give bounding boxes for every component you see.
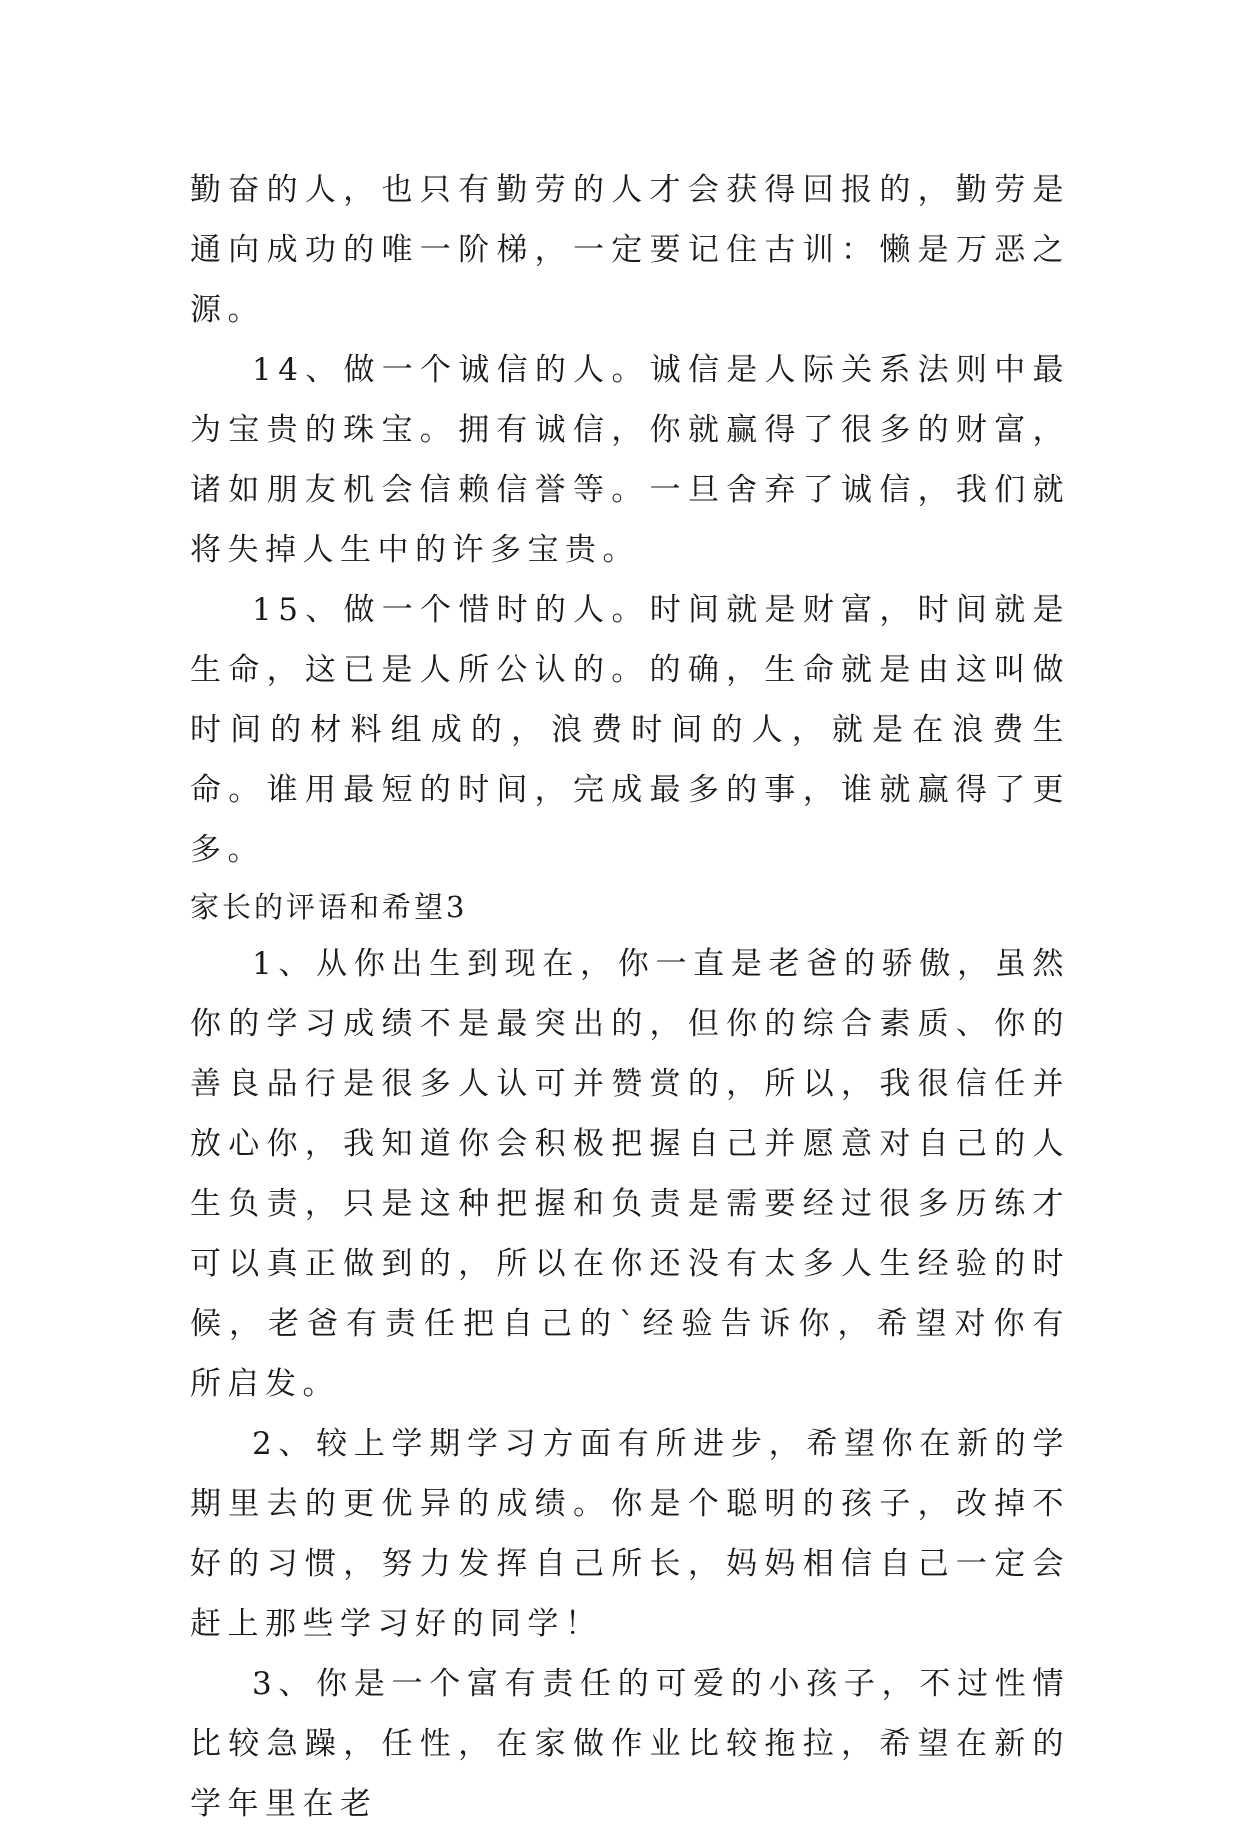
paragraph-2-progress: 2、较上学期学习方面有所进步，希望你在新的学期里去的更优异的成绩。你是个聪明的孩子，改掉不好的习惯，努力发挥自己所长，妈妈相信自己一定会赶上那些学习好的同学！ [190,1426,1070,1642]
document-body [190,160,1070,1834]
paragraph-15-time: 15、做一个惜时的人。时间就是财富，时间就是生命，这已是人所公认的。的确，生命就是由这叫做时间的材料组成的，浪费时间的人，就是在浪费生命。谁用最短的时间，完成最多的事，谁就赢得了更多。 [190,592,1070,868]
section-heading-parent-comments-3: 家长的评语和希望3 [190,890,468,924]
paragraph-1-father: 1、从你出生到现在，你一直是老爸的骄傲，虽然你的学习成绩不是最突出的，但你的综合素质、你的善良品行是很多人认可并赞赏的，所以，我很信任并放心你，我知道你会积极把握自己并愿意对自己的人生负责，只是这种把握和负责是需要经过很多历练才可以真正做到的，所以在你还没有太多人生经验的时候，老爸有责任把自己的`经验告诉你，希望对你有所启发。 [190,946,1070,1402]
paragraph-14-integrity: 14、做一个诚信的人。诚信是人际关系法则中最为宝贵的珠宝。拥有诚信，你就赢得了很多的财富，诸如朋友机会信赖信誉等。一旦舍弃了诚信，我们就将失掉人生中的许多宝贵。 [190,352,1070,568]
paragraph-diligence-end: 勤奋的人，也只有勤劳的人才会获得回报的，勤劳是通向成功的唯一阶梯，一定要记住古训：懒是万恶之源。 [190,172,1070,328]
paragraph-3-responsible: 3、你是一个富有责任的可爱的小孩子，不过性情比较急躁，任性，在家做作业比较拖拉，希望在新的学年里在老 [190,1666,1070,1822]
